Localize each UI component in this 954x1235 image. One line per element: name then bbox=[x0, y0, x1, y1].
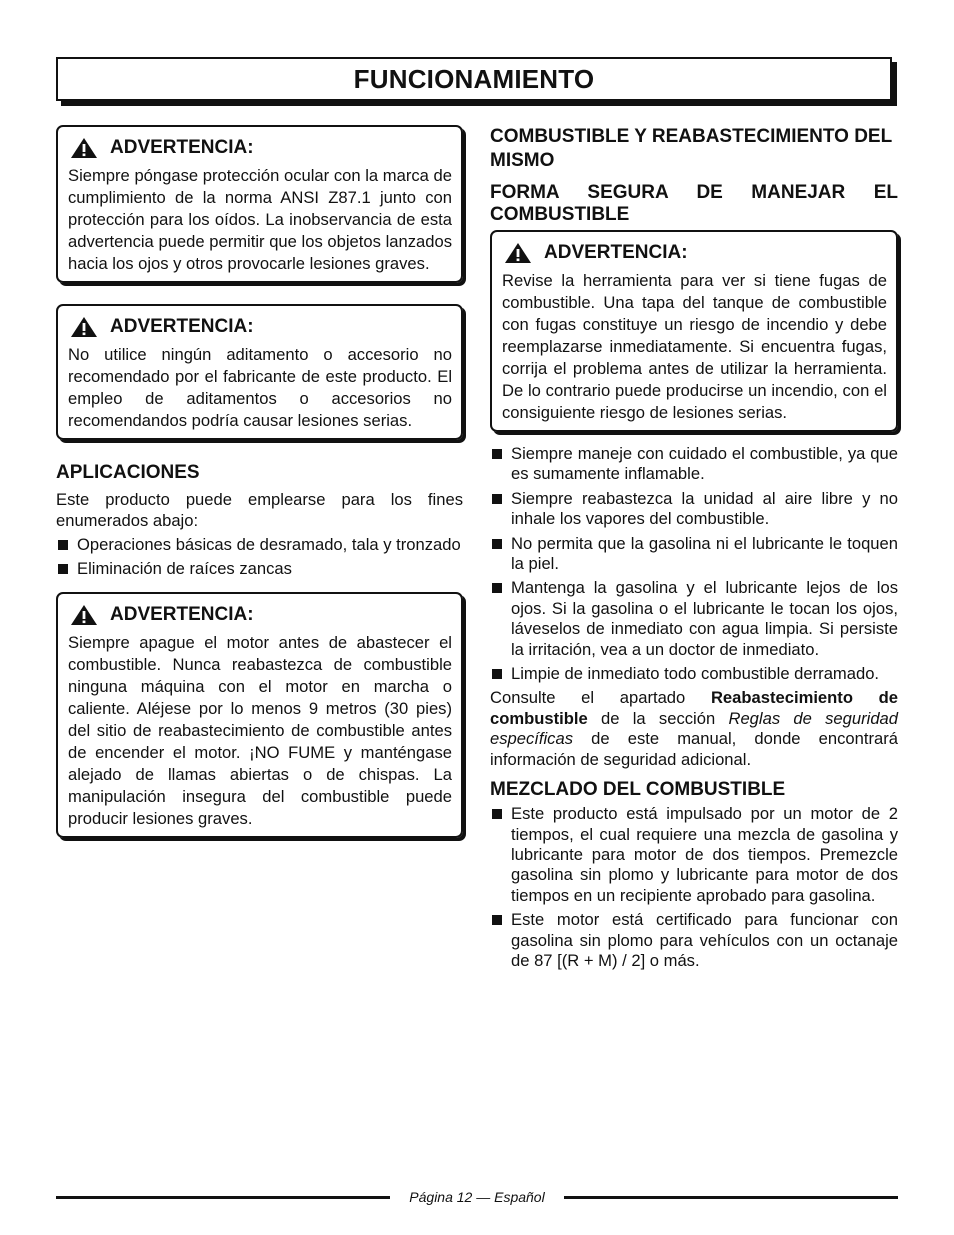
warning-text: Revise la herramienta para ver si tiene fugas de combustible. Una tapa del tanque de combustible con fugas constituye un riesgo de incendio y debe reemplazarse inmediatamente. Si encuentra fugas, corrija el problema antes de utilizar la herramienta. De lo contrario puede producirse un incendio, con el consiguiente riesgo de lesiones serias. bbox=[502, 271, 887, 422]
warning-text: No utilice ningún aditamento o accesorio no recomendado por el fabricante de este producto. El empleo de aditamentos o accesorios no recomendandos podría causar lesiones serias. bbox=[68, 345, 452, 430]
page-footer bbox=[56, 1187, 898, 1207]
consult-bold-reference: Reabastecimiento de combustible bbox=[490, 688, 898, 728]
list-item-text: No permita que la gasolina ni el lubricante le toquen la piel. bbox=[511, 533, 898, 574]
aplicaciones-section bbox=[56, 461, 463, 580]
section-heading-combustible: COMBUSTIBLE Y REABASTECIMIENTO DEL MISMO bbox=[490, 126, 892, 171]
footer-page-label: Página 12 — Español bbox=[409, 1189, 545, 1205]
mezclado-list bbox=[490, 804, 898, 971]
consult-text: Consulte el apartado bbox=[490, 688, 711, 708]
left-column bbox=[56, 125, 463, 859]
warning-title: ADVERTENCIA: bbox=[110, 316, 254, 337]
aplicaciones-list bbox=[56, 535, 463, 580]
warning-header bbox=[502, 242, 887, 264]
list-item-text: Limpie de inmediato todo combustible derramado. bbox=[511, 664, 880, 684]
warning-header bbox=[68, 137, 452, 159]
warning-title: ADVERTENCIA: bbox=[110, 137, 254, 158]
list-item-text: Este producto está impulsado por un motor de 2 tiempos, el cual requiere una mezcla de gasolina y lubricante para motor de dos tiempos. Premezcle gasolina sin plomo y lubricante para motor de dos tiempos en un recipiente aprobado para gasolina. bbox=[511, 804, 898, 905]
list-item bbox=[490, 578, 898, 660]
consult-paragraph bbox=[490, 688, 898, 770]
aplicaciones-intro: Este producto puede emplearse para los fines enumerados abajo: bbox=[56, 490, 463, 530]
warning-triangle-icon bbox=[504, 242, 532, 264]
page-title: FUNCIONAMIENTO bbox=[56, 57, 892, 101]
list-item-text: Este motor está certificado para funcionar con gasolina sin plomo para vehículos con un octanaje de 87 [(R + M) / 2] o más. bbox=[511, 910, 898, 970]
warning-text: Siempre apague el motor antes de abastecer el combustible. Nunca reabastezca de combustible ninguna máquina con el motor en marcha o caliente. Aléjese por lo menos 9 metros (30 pies) del sitio de reabastecimiento de combustible antes de encender el motor. ¡NO FUME y manténgase alejado de llamas abiertas o de chispas. La manipulación insegura del combustible puede producir lesiones graves. bbox=[68, 632, 452, 828]
section-heading-mezclado: MEZCLADO DEL COMBUSTIBLE bbox=[490, 779, 786, 801]
warning-box-eye-protection bbox=[56, 125, 463, 283]
list-item-text: Mantenga la gasolina y el lubricante lejos de los ojos. Si la gasolina o el lubricante le tocan los ojos, láveselos de inmediato con agua limpia. Si persiste la irritación, vea a un doctor de inmediato. bbox=[511, 578, 898, 659]
warning-header bbox=[68, 604, 452, 626]
warning-header bbox=[68, 316, 452, 338]
bullet-square-icon bbox=[58, 564, 68, 574]
list-item bbox=[490, 664, 898, 684]
section-heading-aplicaciones: APLICACIONES bbox=[56, 462, 200, 483]
warning-box-refueling bbox=[56, 592, 463, 838]
bullet-square-icon bbox=[492, 539, 502, 549]
list-item bbox=[56, 535, 463, 555]
consult-italic-reference: Reglas de seguridad específicas bbox=[490, 708, 899, 749]
warning-triangle-icon bbox=[70, 316, 98, 338]
bullet-square-icon bbox=[58, 540, 68, 550]
fuel-safety-list bbox=[490, 444, 898, 684]
list-item-text: Siempre reabastezca la unidad al aire libre y no inhale los vapores del combustible. bbox=[511, 488, 898, 529]
footer-rule-left bbox=[56, 1196, 390, 1199]
warning-box-accessories bbox=[56, 304, 463, 440]
subsection-heading-forma-segura: FORMA SEGURA DE MANEJAR EL COMBUSTIBLE bbox=[490, 182, 898, 225]
bullet-square-icon bbox=[492, 494, 502, 504]
list-item bbox=[490, 444, 898, 485]
list-item bbox=[490, 910, 898, 971]
bullet-square-icon bbox=[492, 809, 502, 819]
right-column bbox=[490, 125, 898, 975]
list-item bbox=[490, 489, 898, 530]
bullet-square-icon bbox=[492, 583, 502, 593]
list-item-text: Operaciones básicas de desramado, tala y tronzado bbox=[77, 535, 461, 554]
consult-text: de este manual, donde encontrará información de seguridad adicional. bbox=[490, 729, 898, 769]
warning-triangle-icon bbox=[70, 137, 98, 159]
bullet-square-icon bbox=[492, 449, 502, 459]
warning-box-fuel-leaks bbox=[490, 230, 898, 432]
warning-text: Siempre póngase protección ocular con la marca de cumplimiento de la norma ANSI Z87.1 junto con protección para los oídos. La inobservancia de esta advertencia puede permitir que los objetos lanzados hacia los ojos y otros provocarle lesiones graves. bbox=[68, 166, 452, 273]
list-item bbox=[490, 804, 898, 906]
warning-title: ADVERTENCIA: bbox=[110, 603, 254, 625]
list-item-text: Siempre maneje con cuidado el combustible, ya que es sumamente inflamable. bbox=[511, 444, 898, 484]
bullet-square-icon bbox=[492, 915, 502, 925]
footer-rule-right bbox=[564, 1196, 898, 1199]
list-item bbox=[56, 559, 463, 579]
list-item bbox=[490, 534, 898, 575]
warning-triangle-icon bbox=[70, 604, 98, 626]
consult-text: de la sección bbox=[587, 708, 729, 728]
warning-title: ADVERTENCIA: bbox=[544, 242, 688, 263]
list-item-text: Eliminación de raíces zancas bbox=[77, 559, 292, 579]
bullet-square-icon bbox=[492, 669, 502, 679]
